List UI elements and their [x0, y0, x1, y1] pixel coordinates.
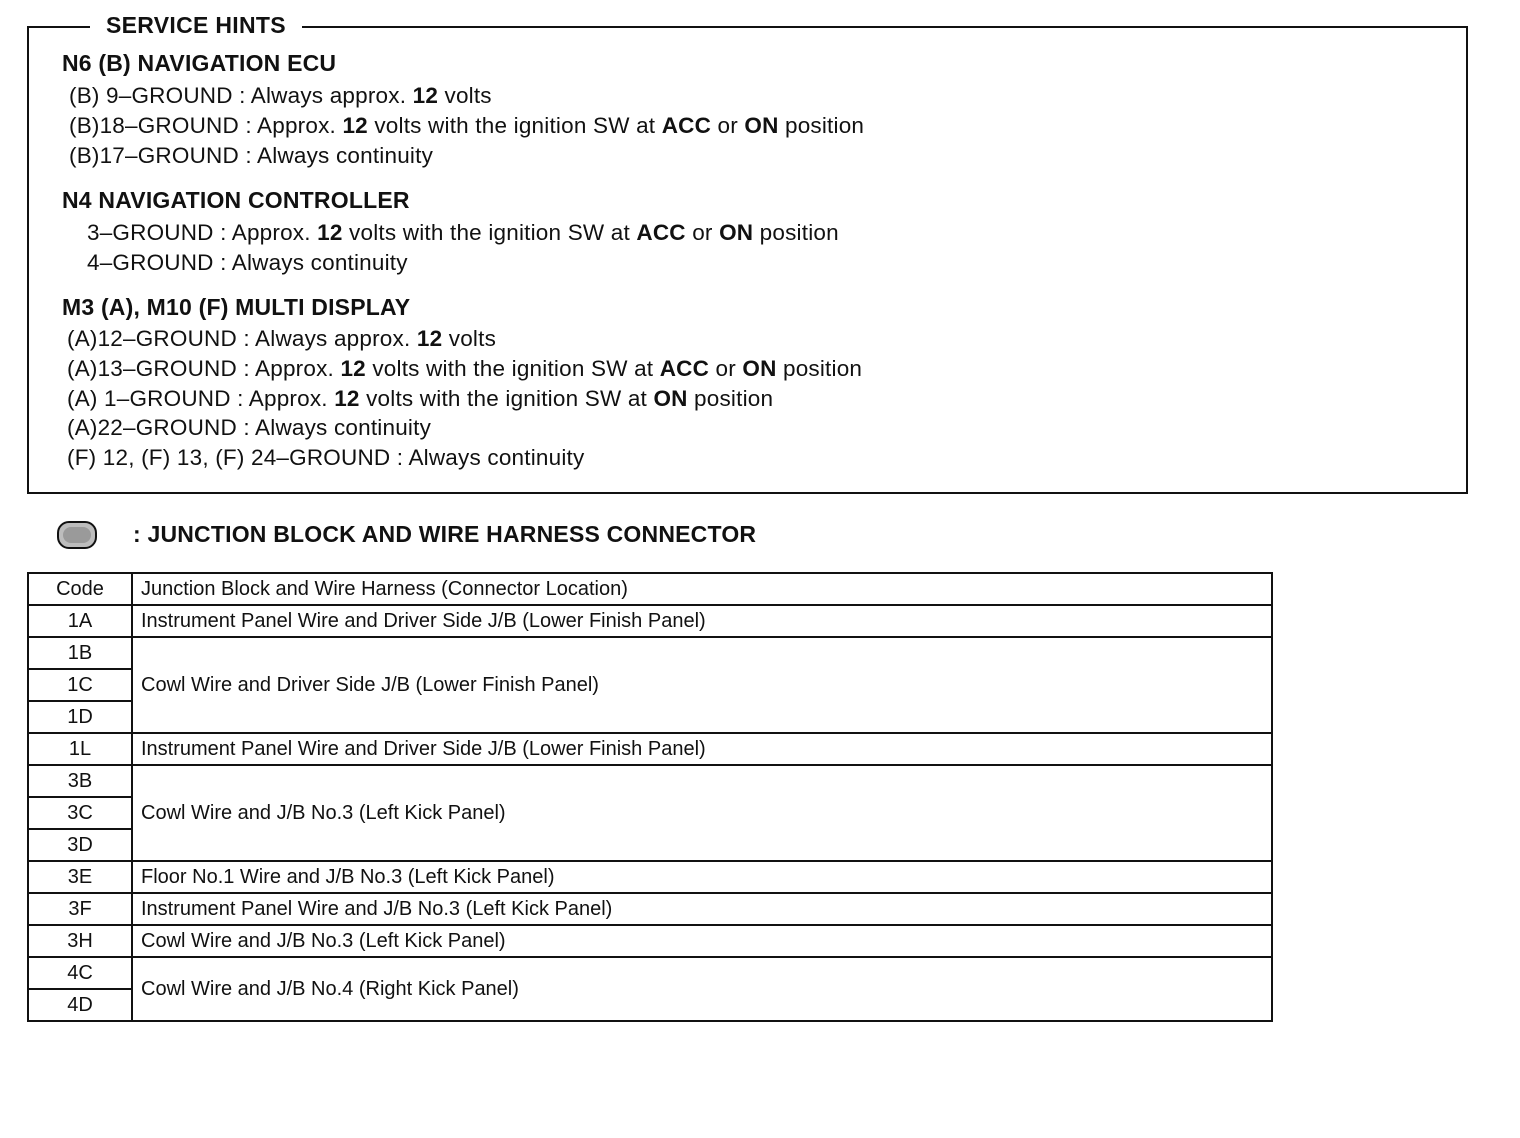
- code-cell: 3F: [28, 893, 132, 925]
- header-location: Junction Block and Wire Harness (Connector Location): [132, 573, 1272, 605]
- code-cell: 1B: [28, 637, 132, 669]
- service-hints-title: SERVICE HINTS: [90, 10, 302, 40]
- table-row: [28, 637, 1272, 669]
- location-cell: Cowl Wire and Driver Side J/B (Lower Finish Panel): [132, 637, 1272, 733]
- code-cell: 3C: [28, 797, 132, 829]
- table-row: [28, 605, 1272, 637]
- table-row: [28, 765, 1272, 797]
- code-cell: 3B: [28, 765, 132, 797]
- header-code: Code: [28, 573, 132, 605]
- hint-line: 3–GROUND : Approx. 12 volts with the ignition SW at ACC or ON position: [87, 220, 839, 245]
- section-title-navigation-controller: N4 NAVIGATION CONTROLLER: [62, 187, 410, 213]
- location-cell: Cowl Wire and J/B No.4 (Right Kick Panel): [132, 957, 1272, 1021]
- hint-line: (A)22–GROUND : Always continuity: [67, 415, 432, 440]
- code-cell: 3E: [28, 861, 132, 893]
- hint-line: (A)13–GROUND : Approx. 12 volts with the ignition SW at ACC or ON position: [67, 356, 863, 381]
- location-cell: Cowl Wire and J/B No.3 (Left Kick Panel): [132, 925, 1272, 957]
- table-row: [28, 925, 1272, 957]
- code-cell: 1A: [28, 605, 132, 637]
- hint-line: (B)17–GROUND : Always continuity: [69, 143, 434, 168]
- table-row: [28, 733, 1272, 765]
- junction-legend-text: : JUNCTION BLOCK AND WIRE HARNESS CONNECTOR: [133, 521, 757, 547]
- hint-line: (F) 12, (F) 13, (F) 24–GROUND : Always continuity: [67, 445, 585, 470]
- code-cell: 1C: [28, 669, 132, 701]
- location-cell: Instrument Panel Wire and Driver Side J/B (Lower Finish Panel): [132, 605, 1272, 637]
- section-title-navigation-ecu: N6 (B) NAVIGATION ECU: [62, 50, 337, 76]
- table-row: [28, 861, 1272, 893]
- location-cell: Instrument Panel Wire and Driver Side J/B (Lower Finish Panel): [132, 733, 1272, 765]
- code-cell: 3H: [28, 925, 132, 957]
- hint-line: 4–GROUND : Always continuity: [87, 250, 408, 275]
- section-title-multi-display: M3 (A), M10 (F) MULTI DISPLAY: [62, 294, 411, 320]
- code-cell: 1L: [28, 733, 132, 765]
- table-row: [28, 957, 1272, 989]
- code-cell: 4C: [28, 957, 132, 989]
- code-cell: 3D: [28, 829, 132, 861]
- location-cell: Floor No.1 Wire and J/B No.3 (Left Kick Panel): [132, 861, 1272, 893]
- table-header-row: [28, 573, 1272, 605]
- code-cell: 4D: [28, 989, 132, 1021]
- junction-connector-icon: [57, 521, 97, 549]
- junction-block-table: [27, 572, 1273, 1022]
- hint-line: (B) 9–GROUND : Always approx. 12 volts: [69, 83, 492, 108]
- hint-line: (A) 1–GROUND : Approx. 12 volts with the ignition SW at ON position: [67, 386, 774, 411]
- table-row: [28, 893, 1272, 925]
- location-cell: Instrument Panel Wire and J/B No.3 (Left Kick Panel): [132, 893, 1272, 925]
- location-cell: Cowl Wire and J/B No.3 (Left Kick Panel): [132, 765, 1272, 861]
- code-cell: 1D: [28, 701, 132, 733]
- hint-line: (A)12–GROUND : Always approx. 12 volts: [67, 326, 497, 351]
- hint-line: (B)18–GROUND : Approx. 12 volts with the ignition SW at ACC or ON position: [69, 113, 865, 138]
